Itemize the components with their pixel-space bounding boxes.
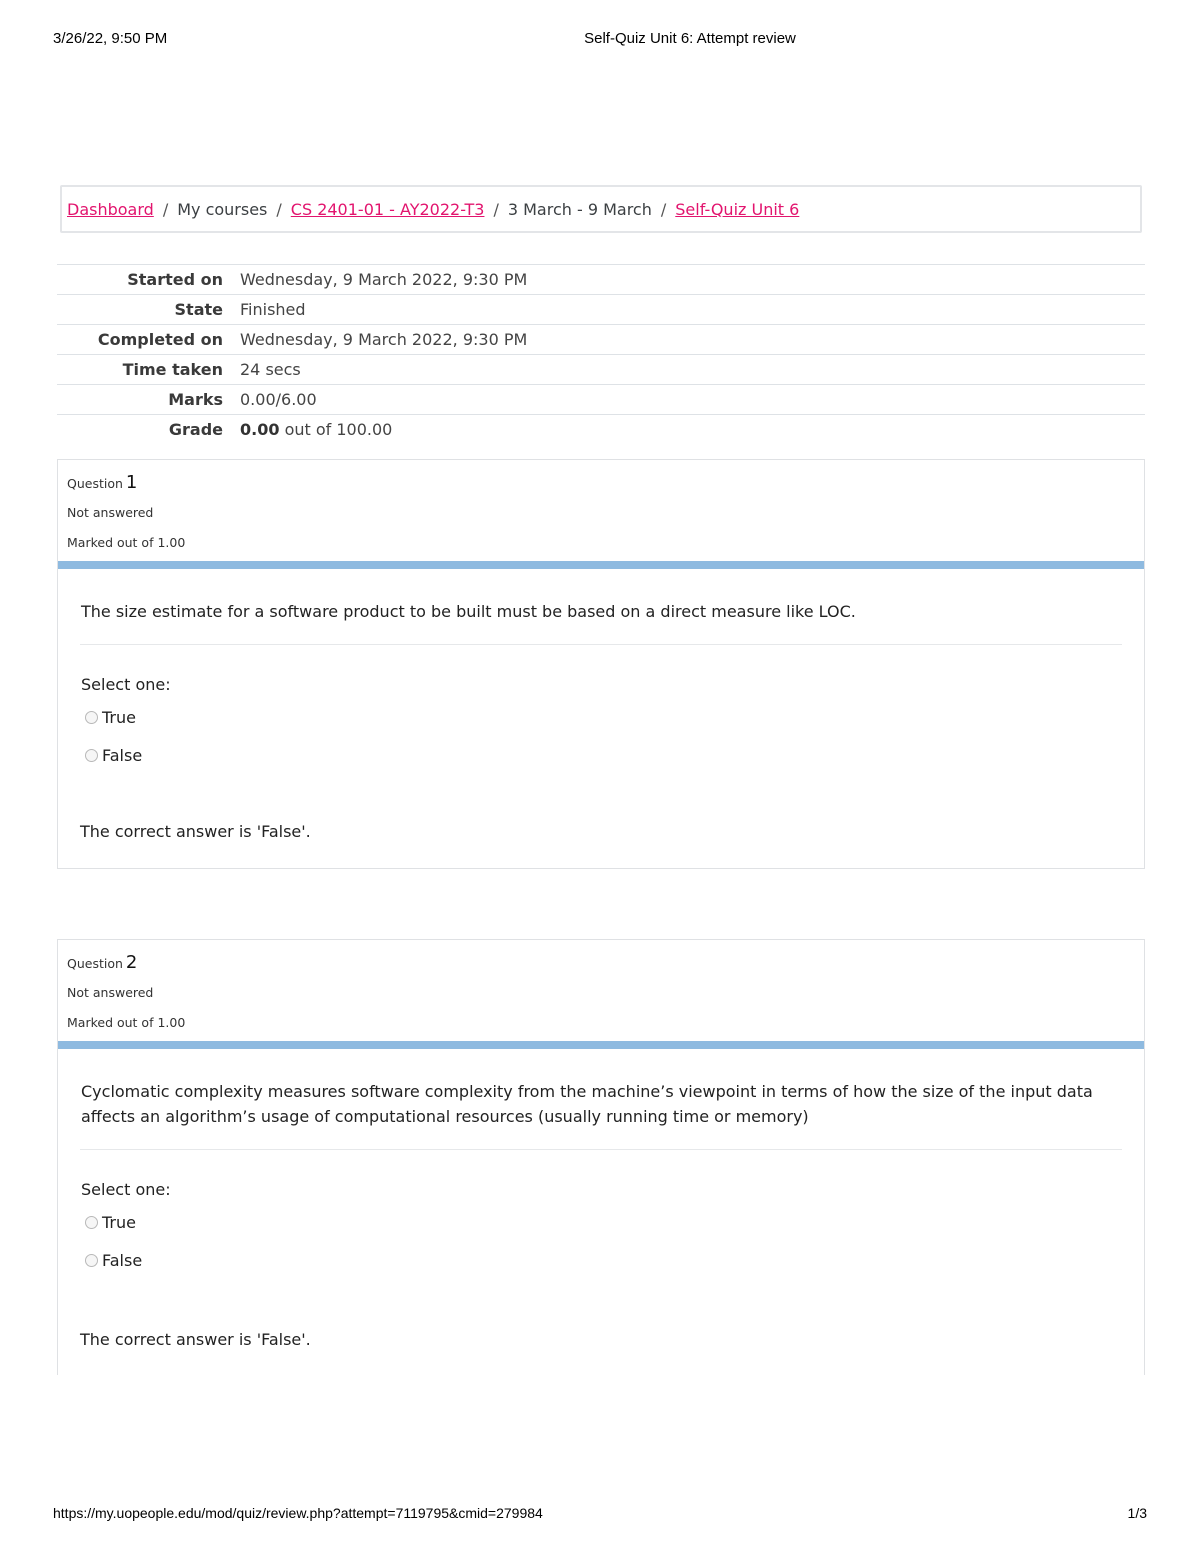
print-header xyxy=(0,30,1200,50)
breadcrumb-week: 3 March - 9 March xyxy=(507,199,652,219)
grade-out-of: out of 100.00 xyxy=(279,420,393,439)
breadcrumb-separator: / xyxy=(162,199,169,219)
question-state: Not answered xyxy=(67,985,154,1000)
summary-label: Completed on xyxy=(97,330,223,349)
question-content xyxy=(58,561,1144,770)
question-marked-out-of: Marked out of 1.00 xyxy=(67,535,186,550)
print-datetime: 3/26/22, 9:50 PM xyxy=(53,30,168,47)
print-url: https://my.uopeople.edu/mod/quiz/review.php?attempt=7119795&cmid=279984 xyxy=(53,1505,543,1521)
summary-value: Wednesday, 9 March 2022, 9:30 PM xyxy=(240,270,528,289)
print-footer xyxy=(0,1505,1200,1525)
answer-option-false[interactable] xyxy=(85,740,1144,770)
summary-label: Marks xyxy=(168,390,223,409)
summary-label: Grade xyxy=(168,420,223,439)
answer-option-label: True xyxy=(102,1212,136,1232)
summary-row-time-taken xyxy=(57,354,1145,384)
breadcrumb-separator: / xyxy=(660,199,667,219)
answer-option-true[interactable] xyxy=(85,702,1144,732)
select-one-prompt: Select one: xyxy=(81,1180,171,1199)
question-number-value: 2 xyxy=(125,952,138,973)
select-one-prompt: Select one: xyxy=(81,675,171,694)
radio-icon[interactable] xyxy=(85,1254,98,1267)
answer-option-label: False xyxy=(102,1250,143,1270)
question-number xyxy=(67,472,137,493)
question-content xyxy=(58,1041,1144,1275)
question-label: Question xyxy=(67,476,123,491)
grade-value: 0.00 xyxy=(240,420,280,439)
radio-icon[interactable] xyxy=(85,711,98,724)
radio-icon[interactable] xyxy=(85,749,98,762)
breadcrumb-separator: / xyxy=(493,199,499,219)
breadcrumb-separator: / xyxy=(276,199,282,219)
answer-option-label: False xyxy=(102,745,143,765)
breadcrumb-my-courses: My courses xyxy=(177,199,268,219)
summary-value: Wednesday, 9 March 2022, 9:30 PM xyxy=(240,330,528,349)
print-page-title: Self-Quiz Unit 6: Attempt review xyxy=(584,30,796,47)
question-info xyxy=(58,460,1144,561)
question-info xyxy=(58,940,1144,1041)
summary-row-started xyxy=(57,264,1145,294)
question-state: Not answered xyxy=(67,505,154,520)
print-page-number: 1/3 xyxy=(1127,1505,1147,1521)
question-number-value: 1 xyxy=(125,472,138,493)
correct-answer-feedback: The correct answer is 'False'. xyxy=(80,1330,311,1349)
question-marked-out-of: Marked out of 1.00 xyxy=(67,1015,186,1030)
answer-option-true[interactable] xyxy=(85,1207,1144,1237)
summary-row-grade xyxy=(57,414,1145,444)
summary-row-completed xyxy=(57,324,1145,354)
summary-value: Finished xyxy=(240,300,306,319)
question-card-1 xyxy=(57,459,1145,869)
breadcrumb-dashboard-link[interactable]: Dashboard xyxy=(67,199,154,219)
summary-row-marks xyxy=(57,384,1145,414)
summary-row-state xyxy=(57,294,1145,324)
answer-option-false[interactable] xyxy=(85,1245,1144,1275)
summary-label: Started on xyxy=(127,270,223,289)
question-label: Question xyxy=(67,956,123,971)
breadcrumb-course-link[interactable]: CS 2401-01 - AY2022-T3 xyxy=(290,199,485,219)
summary-value xyxy=(240,420,392,439)
question-card-2 xyxy=(57,939,1145,1375)
summary-value: 24 secs xyxy=(240,360,301,379)
summary-value: 0.00/6.00 xyxy=(240,390,317,409)
breadcrumb xyxy=(60,185,1142,233)
summary-label: Time taken xyxy=(122,360,223,379)
question-text: Cyclomatic complexity measures software complexity from the machine’s viewpoint in terms of how the size of the input data affects an algorithm’s usage of computational resources (usually running time or memory) xyxy=(81,1082,1093,1126)
question-number xyxy=(67,952,137,973)
question-text: The size estimate for a software product to be built must be based on a direct measure like LOC. xyxy=(81,602,856,621)
answer-option-label: True xyxy=(102,707,136,727)
breadcrumb-quiz-link[interactable]: Self-Quiz Unit 6 xyxy=(675,199,800,219)
correct-answer-feedback: The correct answer is 'False'. xyxy=(80,822,311,841)
attempt-summary-table xyxy=(57,264,1145,444)
radio-icon[interactable] xyxy=(85,1216,98,1229)
summary-label: State xyxy=(174,300,223,319)
